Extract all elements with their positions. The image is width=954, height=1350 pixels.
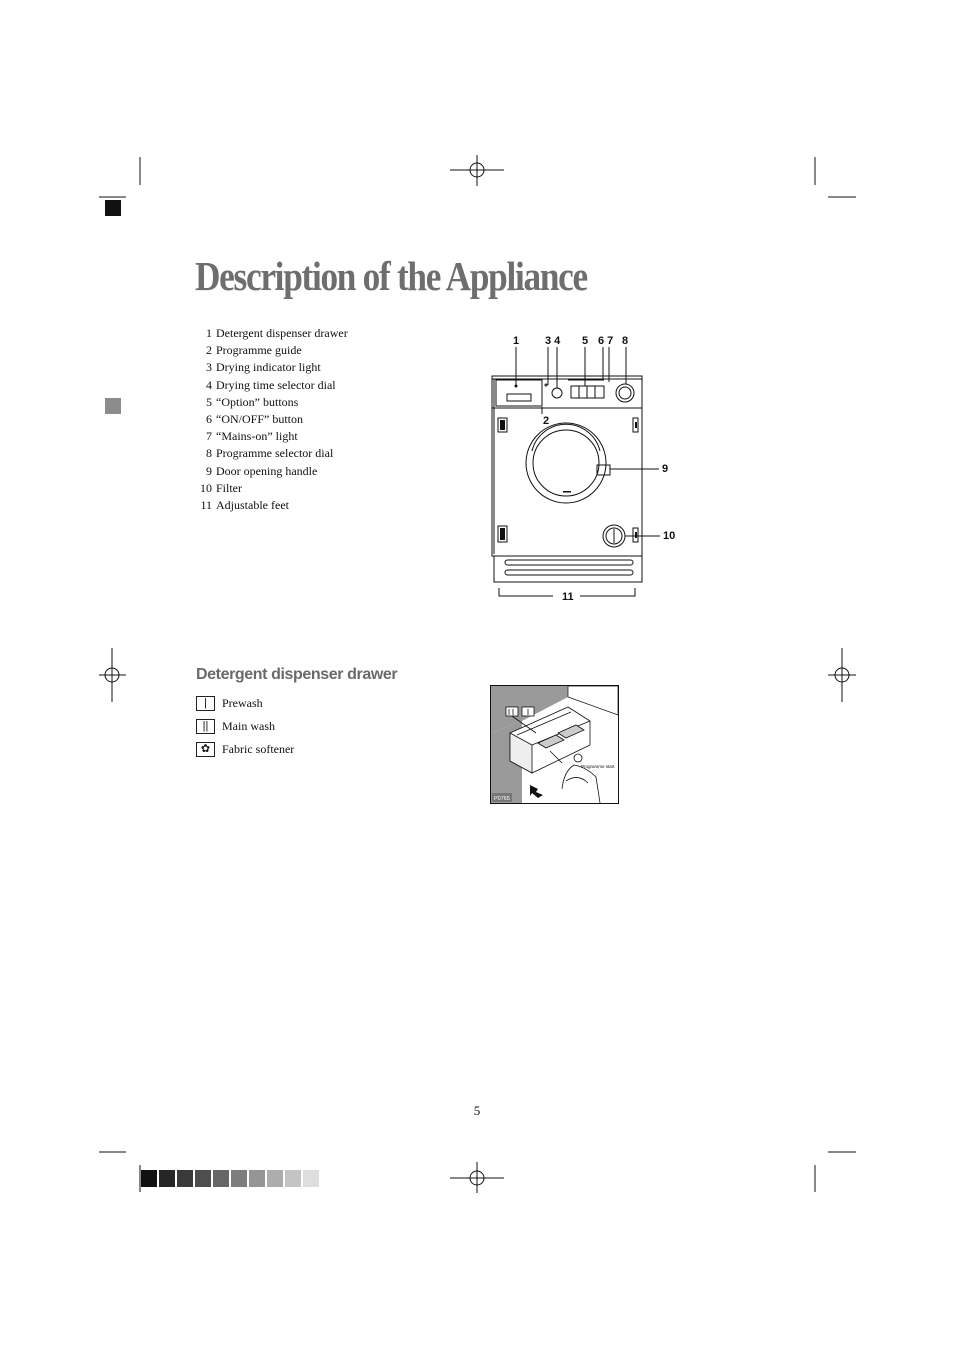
legend-item-main-wash: [196, 715, 294, 738]
drying-time-dial: [552, 388, 562, 398]
callout-8: 8: [622, 335, 629, 347]
parts-list-number: 3: [206, 360, 212, 375]
parts-list-item: [196, 377, 348, 394]
callout-10: 10: [663, 530, 676, 542]
parts-list-number: 4: [206, 377, 212, 392]
main-wash-icon: ||: [196, 719, 215, 734]
parts-list-number: 5: [206, 394, 212, 409]
color-bar-swatch: [213, 1170, 229, 1187]
drawer-figure: [490, 685, 620, 805]
color-bar-swatch: [177, 1170, 193, 1187]
drawer-legend: [196, 692, 294, 761]
parts-list-item: [196, 497, 348, 514]
parts-list-item: [196, 428, 348, 445]
registration-mark-top: [450, 155, 504, 186]
grey-marker: [105, 398, 121, 414]
parts-list-number: 10: [200, 480, 212, 495]
callout-9: 9: [662, 463, 669, 475]
appliance-body: [492, 376, 642, 556]
color-bar-swatch: [267, 1170, 283, 1187]
black-marker: [105, 200, 121, 216]
parts-list-item: [196, 411, 348, 428]
parts-list: [196, 325, 348, 514]
color-bar-swatch: [159, 1170, 175, 1187]
page-number: 5: [473, 1103, 481, 1118]
parts-list-number: 11: [200, 498, 212, 513]
callout-3-4: 3 4: [545, 335, 561, 347]
registration-mark-right: [828, 648, 856, 702]
programme-guide: [507, 394, 531, 401]
appliance-diagram: [488, 330, 688, 605]
callout-1: 1: [513, 335, 520, 347]
parts-list-label: Adjustable feet: [216, 498, 289, 513]
callout-6-7: 6 7: [598, 335, 614, 347]
callout-2: 2: [543, 415, 550, 427]
parts-list-item: [196, 445, 348, 462]
parts-list-label: “Option” buttons: [216, 394, 299, 409]
color-bar-swatch: [249, 1170, 265, 1187]
parts-list-label: “Mains-on” light: [216, 429, 298, 444]
dispenser-drawer: [496, 380, 542, 406]
door-glass: [533, 430, 599, 496]
parts-list-label: Drying indicator light: [216, 360, 321, 375]
drying-light: [545, 384, 547, 386]
registration-mark-left: [99, 648, 126, 702]
color-bar-swatch: [285, 1170, 301, 1187]
registration-mark-bottom: [450, 1162, 504, 1193]
parts-list-item: [196, 394, 348, 411]
legend-item-fabric-softener: [196, 738, 294, 761]
color-bar-swatch: [195, 1170, 211, 1187]
legend-label-fabric-softener: Fabric softener: [222, 742, 295, 756]
parts-list-number: 6: [206, 412, 212, 427]
parts-list-item: [196, 359, 348, 376]
callout-5: 5: [582, 335, 589, 347]
callout-11: 11: [562, 591, 574, 603]
parts-list-number: 9: [206, 463, 212, 478]
parts-list-item: [196, 325, 348, 342]
color-bar: [141, 1170, 319, 1187]
page-title: Description of the Appliance: [195, 253, 587, 299]
color-bar-swatch: [231, 1170, 247, 1187]
color-bar-swatch: [141, 1170, 157, 1187]
parts-list-label: Programme guide: [216, 343, 302, 358]
parts-list-number: 1: [206, 326, 212, 340]
drawer-heading: Detergent dispenser drawer: [196, 666, 398, 683]
parts-list-number: 8: [206, 446, 212, 461]
legend-item-prewash: [196, 692, 294, 715]
parts-list-label: Filter: [216, 480, 242, 495]
parts-list-label: Detergent dispenser drawer: [216, 326, 348, 340]
parts-list-label: “ON/OFF” button: [216, 412, 303, 427]
parts-list-label: Programme selector dial: [216, 446, 334, 461]
color-bar-swatch: [303, 1170, 319, 1187]
parts-list-label: Drying time selector dial: [216, 377, 336, 392]
parts-list-item: [196, 342, 348, 359]
parts-list-item: [196, 480, 348, 497]
legend-label-main-wash: Main wash: [222, 719, 275, 733]
programme-start-label: Programme start: [581, 764, 615, 769]
figure-code: P0765: [494, 796, 510, 802]
legend-label-prewash: Prewash: [222, 696, 263, 710]
prewash-icon: |: [196, 696, 215, 711]
parts-list-item: [196, 463, 348, 480]
parts-list-number: 7: [206, 429, 212, 444]
fabric-softener-icon: ✿: [196, 742, 215, 757]
parts-list-label: Door opening handle: [216, 463, 318, 478]
parts-list-number: 2: [206, 343, 212, 358]
